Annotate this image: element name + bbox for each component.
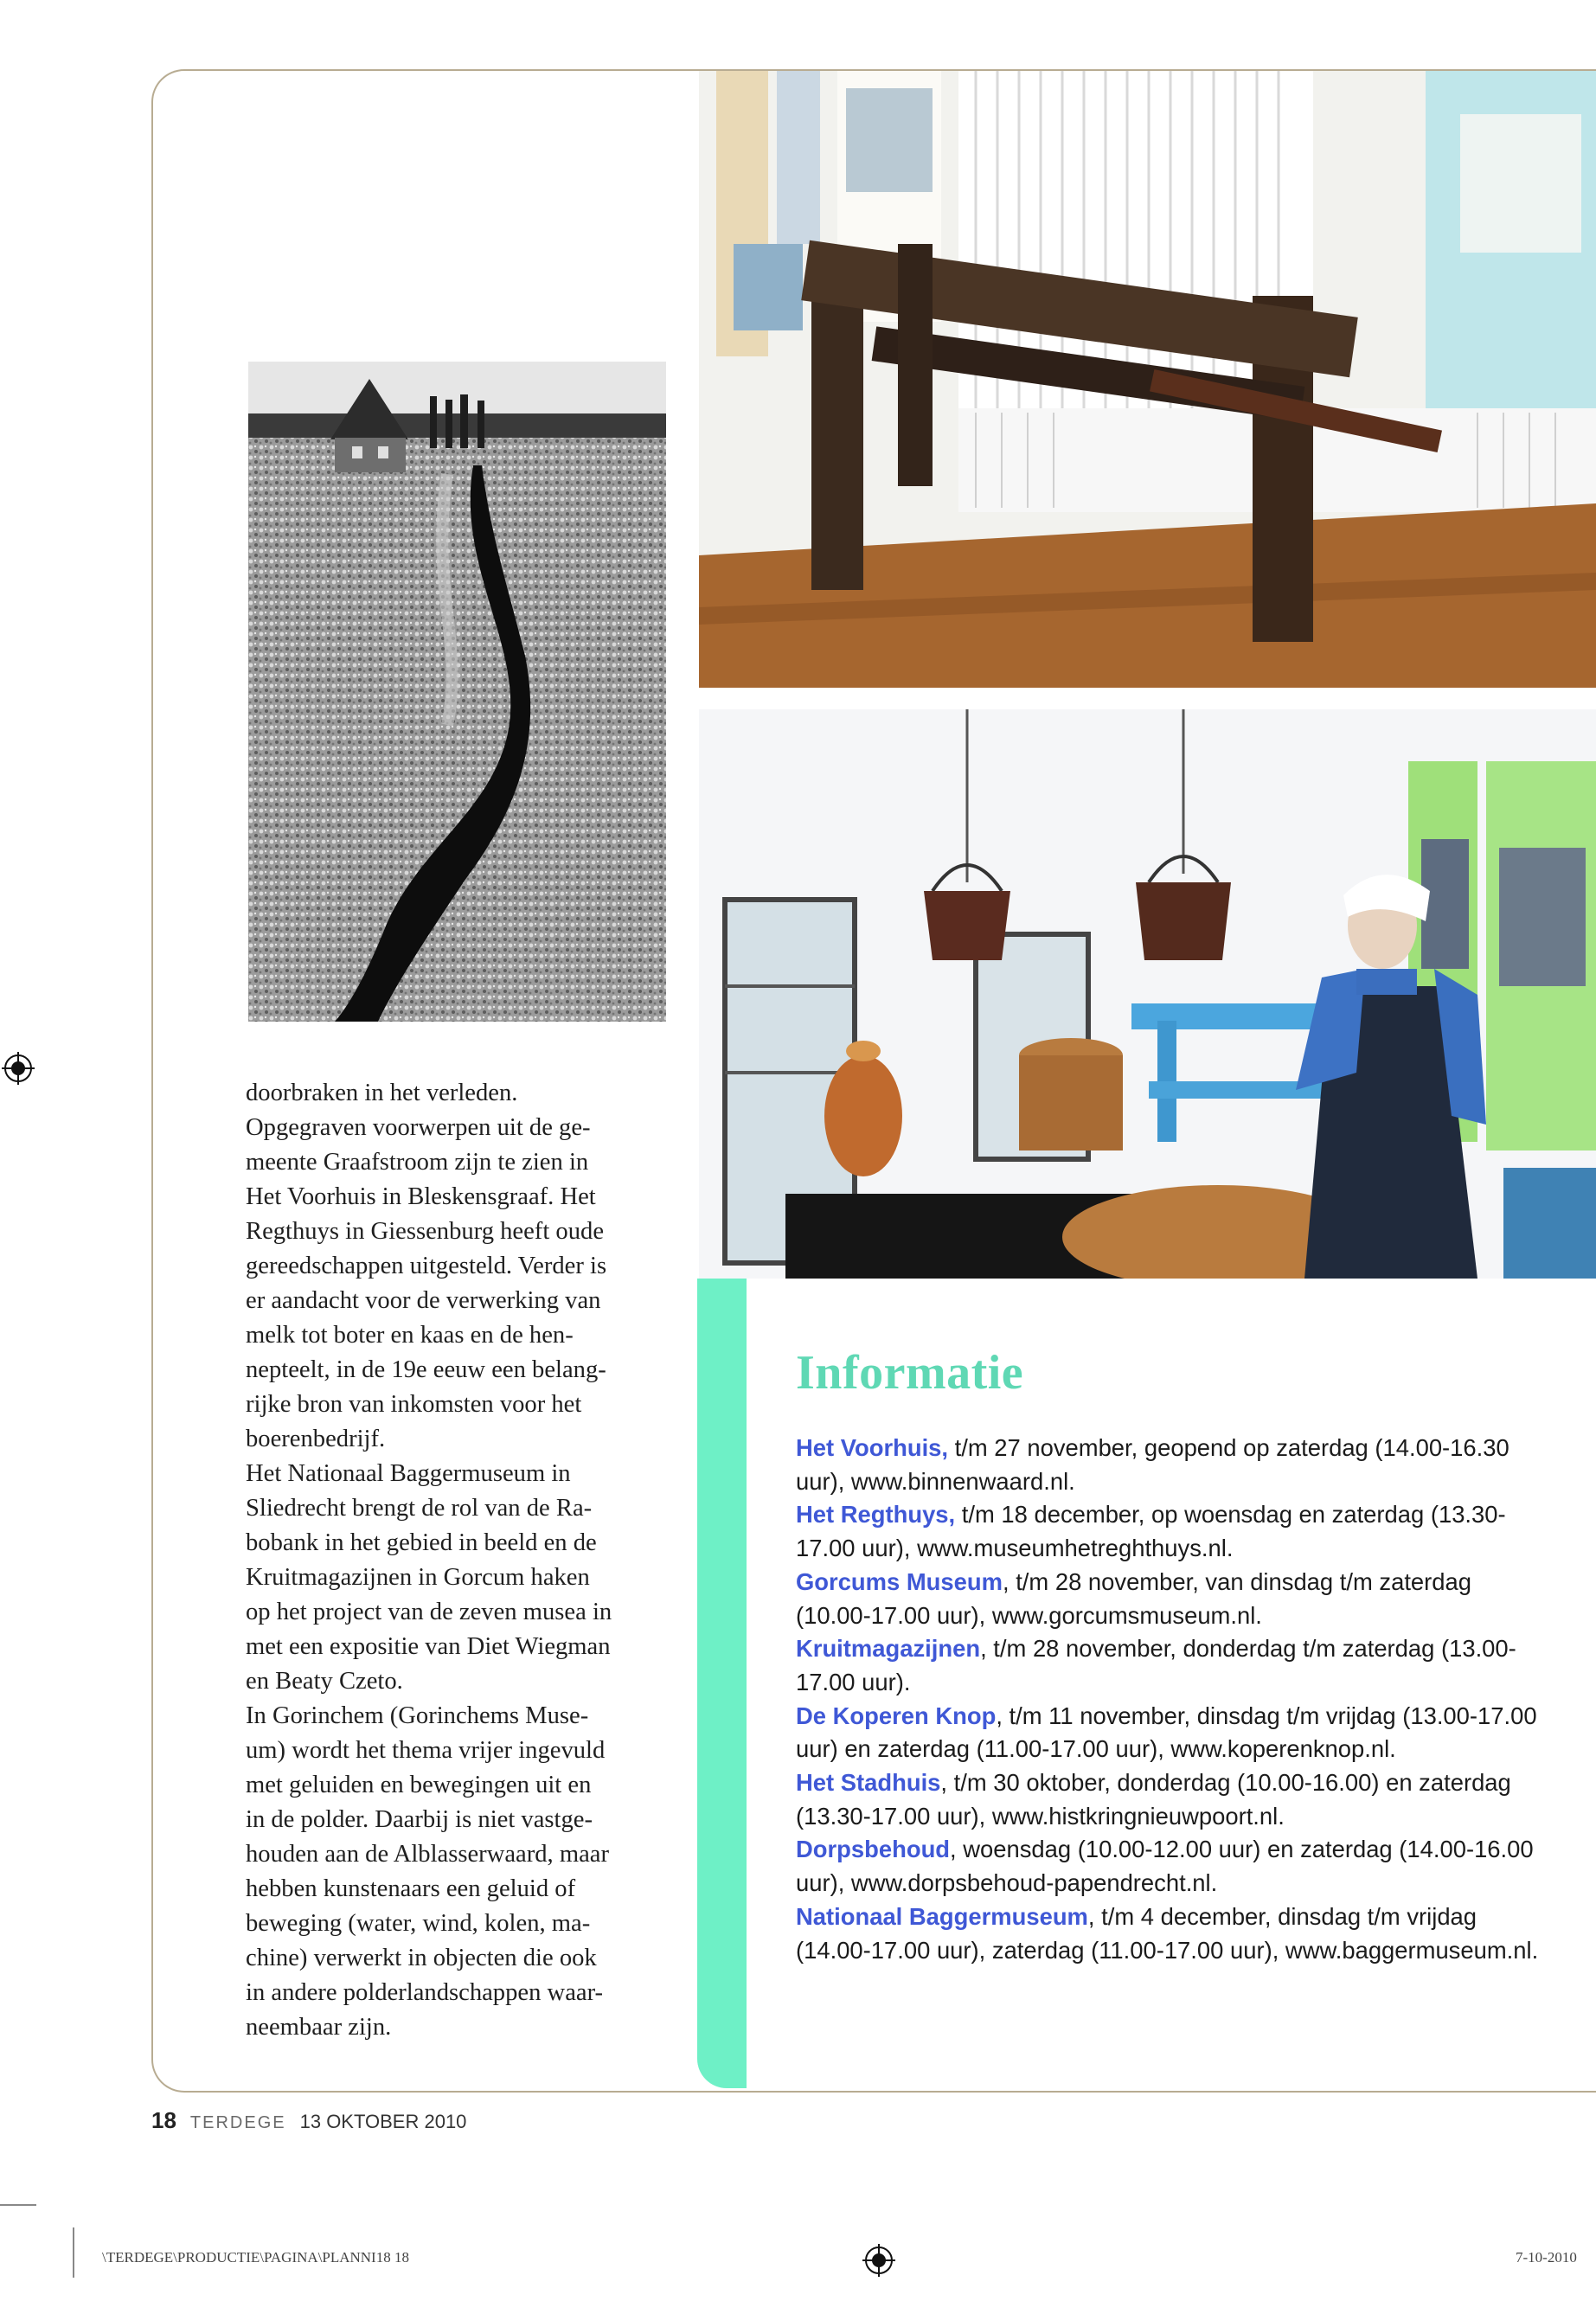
info-entry-koperen-knop <box>796 1700 1596 1766</box>
body-line: op het project van de zeven musea in <box>246 1599 612 1625</box>
info-entry-name: Dorpsbehoud <box>796 1836 951 1863</box>
body-line: er aandacht voor de verwerking van <box>246 1287 601 1314</box>
info-entry-text: , t/m 4 december, dinsdag t/m vrijdag <box>1087 1902 1477 1930</box>
info-accent-bar <box>697 1279 747 2088</box>
info-entry-name: Kruitmagazijnen <box>796 1635 981 1663</box>
body-line: gereedschappen uitgesteld. Verder is <box>246 1253 607 1279</box>
body-line: um) wordt het thema vrijer ingevuld <box>246 1737 606 1764</box>
body-line: en Beaty Czeto. <box>246 1668 403 1695</box>
body-line: Kruitmagazijnen in Gorcum haken <box>246 1564 590 1591</box>
registration-mark-icon <box>862 2244 895 2277</box>
info-entry-text: (14.00-17.00 uur), zaterdag (11.00-17.00 uur), www.baggermuseum.nl. <box>796 1936 1539 1964</box>
info-entry-stadhuis <box>796 1766 1596 1833</box>
photo-dike-breach <box>248 362 666 1022</box>
article-body-text <box>246 1076 674 2045</box>
info-entry-text: t/m 27 november, geopend op zaterdag (14.00-16.30 <box>948 1434 1509 1461</box>
slug-path: \TERDEGE\PRODUCTIE\PAGINA\PLANNI18 18 <box>102 2249 409 2266</box>
photo-museum-dairy <box>699 709 1596 1279</box>
info-entry-text: 17.00 uur). <box>796 1668 911 1695</box>
info-entry-text: , woensdag (10.00-12.00 uur) en zaterdag (14.00-16.00 <box>950 1836 1534 1863</box>
left-crop-rule <box>0 2204 36 2206</box>
info-entry-regthuys <box>796 1498 1596 1565</box>
body-line: melk tot boter en kaas en de hen- <box>246 1322 574 1349</box>
body-line: met geluiden en bewegingen uit en <box>246 1772 592 1798</box>
info-entry-text: (10.00-17.00 uur), www.gorcumsmuseum.nl. <box>796 1601 1262 1629</box>
body-line: met een expositie van Diet Wiegman <box>246 1633 611 1660</box>
info-entry-text: , t/m 28 november, donderdag t/m zaterdag (13.00- <box>980 1635 1516 1663</box>
body-line: Sliedrecht brengt de rol van de Ra- <box>246 1495 593 1522</box>
body-line: houden aan de Alblasserwaard, maar <box>246 1841 609 1868</box>
info-entry-text: , t/m 28 november, van dinsdag t/m zaterdag <box>1002 1567 1471 1595</box>
body-line: In Gorinchem (Gorinchems Muse- <box>246 1702 589 1729</box>
slug-date: 7-10-2010 <box>1516 2249 1577 2266</box>
info-entry-text: uur), www.dorpsbehoud-papendrecht.nl. <box>796 1869 1218 1897</box>
info-entry-voorhuis <box>796 1432 1596 1498</box>
body-line: Het Voorhuis in Bleskensgraaf. Het <box>246 1183 596 1210</box>
info-entry-text: , t/m 30 oktober, donderdag (10.00-16.00) en zaterdag <box>940 1769 1511 1797</box>
registration-mark-icon <box>2 1052 35 1085</box>
body-line: chine) verwerkt in objecten die ook <box>246 1945 597 1971</box>
page-footer <box>151 2107 466 2134</box>
body-line: hebben kunstenaars een geluid of <box>246 1875 576 1902</box>
body-line: in andere polderlandschappen waar- <box>246 1979 604 2006</box>
info-entry-text: t/m 18 december, op woensdag en zaterdag (13.30- <box>955 1501 1506 1529</box>
body-line: doorbraken in het verleden. <box>246 1080 518 1106</box>
info-entry-kruitmagazijnen <box>796 1632 1596 1699</box>
body-line: boerenbedrijf. <box>246 1426 386 1452</box>
body-line: rijke bron van inkomsten voor het <box>246 1391 582 1418</box>
info-entry-name: Nationaal Baggermuseum <box>796 1902 1088 1930</box>
slug-left-rule <box>73 2227 74 2278</box>
page-number: 18 <box>151 2107 176 2133</box>
body-line: Regthuys in Giessenburg heeft oude <box>246 1218 605 1245</box>
info-entry-text: uur) en zaterdag (11.00-17.00 uur), www.koperenknop.nl. <box>796 1735 1396 1763</box>
body-line: nepteelt, in de 19e eeuw een belang- <box>246 1356 606 1383</box>
info-entry-name: Het Regthuys, <box>796 1501 956 1529</box>
info-entry-name: De Koperen Knop <box>796 1702 997 1729</box>
photo-museum-press <box>699 71 1596 688</box>
info-entry-gorcums-museum <box>796 1566 1596 1632</box>
info-entry-baggermuseum <box>796 1900 1596 1967</box>
info-entry-name: Het Voorhuis, <box>796 1434 949 1461</box>
body-line: bobank in het gebied in beeld en de <box>246 1529 597 1556</box>
body-line: Opgegraven voorwerpen uit de ge- <box>246 1114 591 1141</box>
body-line: meente Graafstroom zijn te zien in <box>246 1149 589 1176</box>
body-line: neembaar zijn. <box>246 2014 392 2041</box>
info-list <box>796 1432 1596 1967</box>
info-entry-text: , t/m 11 november, dinsdag t/m vrijdag (13.00-17.00 <box>996 1702 1537 1729</box>
info-entry-dorpsbehoud <box>796 1833 1596 1900</box>
magazine-name: TERDEGE <box>189 2113 286 2132</box>
body-line: in de polder. Daarbij is niet vastge- <box>246 1806 593 1833</box>
info-entry-text: 17.00 uur), www.museumhetreghthuys.nl. <box>796 1535 1234 1562</box>
info-title: Informatie <box>796 1346 1024 1400</box>
info-entry-text: uur), www.binnenwaard.nl. <box>796 1467 1075 1495</box>
info-entry-name: Het Stadhuis <box>796 1769 941 1797</box>
body-line: Het Nationaal Baggermuseum in <box>246 1460 571 1487</box>
body-line: beweging (water, wind, kolen, ma- <box>246 1910 591 1937</box>
info-entry-name: Gorcums Museum <box>796 1567 1003 1595</box>
info-entry-text: (13.30-17.00 uur), www.histkringnieuwpoort.nl. <box>796 1802 1285 1830</box>
issue-date: 13 OKTOBER 2010 <box>299 2111 467 2132</box>
